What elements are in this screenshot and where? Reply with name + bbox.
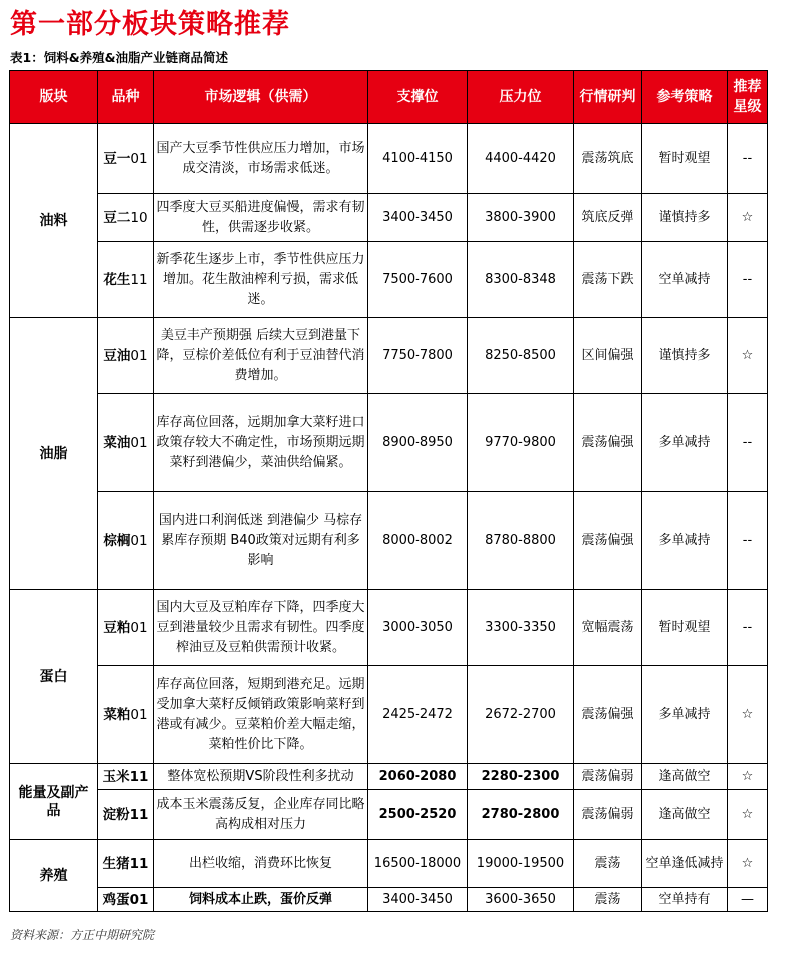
support-cell: 8000-8002: [368, 492, 468, 590]
product-cell: 棕榈01: [98, 492, 154, 590]
resistance-cell: 3600-3650: [468, 888, 574, 912]
stars-cell: —: [728, 888, 768, 912]
page-title: 第一部分板块策略推荐: [10, 9, 290, 40]
strategy-cell: 多单减持: [642, 394, 728, 492]
trend-cell: 震荡下跌: [574, 242, 642, 318]
strategy-cell: 谨慎持多: [642, 194, 728, 242]
table-row: [10, 318, 768, 394]
logic-cell: 库存高位回落，远期加拿大菜籽进口政策存较大不确定性，市场预期远期菜籽到港偏少，菜油供给偏紧。: [154, 394, 368, 492]
header-strategy: 参考策略: [642, 71, 728, 124]
section-cell: 蛋白: [10, 590, 98, 764]
logic-cell: 饲料成本止跌，蛋价反弹: [154, 888, 368, 912]
product-cell: 淀粉11: [98, 790, 154, 840]
header-product: 品种: [98, 71, 154, 124]
section-cell: 油料: [10, 124, 98, 318]
strategy-cell: 逢高做空: [642, 790, 728, 840]
trend-cell: 震荡偏强: [574, 666, 642, 764]
stars-cell: --: [728, 590, 768, 666]
table-row: [10, 394, 768, 492]
trend-cell: 震荡偏强: [574, 492, 642, 590]
product-cell: 玉米11: [98, 764, 154, 790]
product-cell: 豆粕01: [98, 590, 154, 666]
logic-cell: 国产大豆季节性供应压力增加，市场成交清淡，市场需求低迷。: [154, 124, 368, 194]
commodity-table: [9, 70, 768, 912]
stars-cell: ☆: [728, 666, 768, 764]
table-row: [10, 194, 768, 242]
header-row: [10, 71, 768, 124]
section-cell: 养殖: [10, 840, 98, 912]
table-row: [10, 888, 768, 912]
strategy-cell: 空单逢低减持: [642, 840, 728, 888]
stars-cell: --: [728, 492, 768, 590]
stars-cell: --: [728, 124, 768, 194]
product-cell: 豆一01: [98, 124, 154, 194]
support-cell: 2060-2080: [368, 764, 468, 790]
support-cell: 3000-3050: [368, 590, 468, 666]
stars-cell: ☆: [728, 790, 768, 840]
support-cell: 7500-7600: [368, 242, 468, 318]
strategy-cell: 暂时观望: [642, 124, 728, 194]
product-cell: 菜粕01: [98, 666, 154, 764]
logic-cell: 成本玉米震荡反复，企业库存同比略高构成相对压力: [154, 790, 368, 840]
support-cell: 4100-4150: [368, 124, 468, 194]
trend-cell: 震荡偏弱: [574, 790, 642, 840]
logic-cell: 四季度大豆买船进度偏慢，需求有韧性，供需逐步收紧。: [154, 194, 368, 242]
trend-cell: 震荡筑底: [574, 124, 642, 194]
table-row: [10, 124, 768, 194]
logic-cell: 国内进口利润低迷 到港偏少 马棕存累库存预期 B40政策对远期有利多影响: [154, 492, 368, 590]
product-cell: 豆二10: [98, 194, 154, 242]
resistance-cell: 2780-2800: [468, 790, 574, 840]
resistance-cell: 3800-3900: [468, 194, 574, 242]
stars-cell: ☆: [728, 764, 768, 790]
support-cell: 2500-2520: [368, 790, 468, 840]
section-cell: 油脂: [10, 318, 98, 590]
stars-cell: ☆: [728, 318, 768, 394]
trend-cell: 震荡偏强: [574, 394, 642, 492]
stars-cell: ☆: [728, 840, 768, 888]
header-trend: 行情研判: [574, 71, 642, 124]
source-note: 资料来源：方正中期研究院: [10, 928, 155, 942]
resistance-cell: 4400-4420: [468, 124, 574, 194]
resistance-cell: 8780-8800: [468, 492, 574, 590]
stars-cell: --: [728, 242, 768, 318]
header-stars: 推荐星级: [728, 71, 768, 124]
strategy-cell: 谨慎持多: [642, 318, 728, 394]
resistance-cell: 9770-9800: [468, 394, 574, 492]
section-cell: 能量及副产品: [10, 764, 98, 840]
logic-cell: 新季花生逐步上市，季节性供应压力增加。花生散油榨利亏损，需求低迷。: [154, 242, 368, 318]
resistance-cell: 8300-8348: [468, 242, 574, 318]
header-resistance: 压力位: [468, 71, 574, 124]
support-cell: 7750-7800: [368, 318, 468, 394]
header-logic: 市场逻辑（供需）: [154, 71, 368, 124]
support-cell: 2425-2472: [368, 666, 468, 764]
stars-cell: ☆: [728, 194, 768, 242]
support-cell: 8900-8950: [368, 394, 468, 492]
logic-cell: 国内大豆及豆粕库存下降，四季度大豆到港量较少且需求有韧性。四季度榨油豆及豆粕供需预计收紧。: [154, 590, 368, 666]
product-cell: 鸡蛋01: [98, 888, 154, 912]
table-row: [10, 492, 768, 590]
table-row: [10, 790, 768, 840]
product-cell: 生猪11: [98, 840, 154, 888]
resistance-cell: 19000-19500: [468, 840, 574, 888]
trend-cell: 震荡偏弱: [574, 764, 642, 790]
trend-cell: 筑底反弹: [574, 194, 642, 242]
strategy-cell: 逢高做空: [642, 764, 728, 790]
trend-cell: 震荡: [574, 840, 642, 888]
product-cell: 菜油01: [98, 394, 154, 492]
header-support: 支撑位: [368, 71, 468, 124]
support-cell: 3400-3450: [368, 888, 468, 912]
table-row: [10, 590, 768, 666]
table-row: [10, 840, 768, 888]
product-cell: 花生11: [98, 242, 154, 318]
resistance-cell: 3300-3350: [468, 590, 574, 666]
table-row: [10, 764, 768, 790]
table-row: [10, 666, 768, 764]
logic-cell: 美豆丰产预期强 后续大豆到港量下降，豆棕价差低位有利于豆油替代消费增加。: [154, 318, 368, 394]
logic-cell: 出栏收缩，消费环比恢复: [154, 840, 368, 888]
resistance-cell: 8250-8500: [468, 318, 574, 394]
table-caption: 表1：饲料&养殖&油脂产业链商品简述: [10, 50, 228, 65]
logic-cell: 整体宽松预期VS阶段性利多扰动: [154, 764, 368, 790]
strategy-cell: 空单持有: [642, 888, 728, 912]
product-cell: 豆油01: [98, 318, 154, 394]
logic-cell: 库存高位回落，短期到港充足。远期受加拿大菜籽反倾销政策影响菜籽到港或有减少。豆菜粕价差大幅走缩，菜粕性价比下降。: [154, 666, 368, 764]
resistance-cell: 2672-2700: [468, 666, 574, 764]
header-section: 版块: [10, 71, 98, 124]
trend-cell: 区间偏强: [574, 318, 642, 394]
table-row: [10, 242, 768, 318]
stars-cell: --: [728, 394, 768, 492]
resistance-cell: 2280-2300: [468, 764, 574, 790]
support-cell: 16500-18000: [368, 840, 468, 888]
support-cell: 3400-3450: [368, 194, 468, 242]
strategy-cell: 空单减持: [642, 242, 728, 318]
strategy-cell: 多单减持: [642, 666, 728, 764]
strategy-cell: 多单减持: [642, 492, 728, 590]
trend-cell: 震荡: [574, 888, 642, 912]
trend-cell: 宽幅震荡: [574, 590, 642, 666]
strategy-cell: 暂时观望: [642, 590, 728, 666]
